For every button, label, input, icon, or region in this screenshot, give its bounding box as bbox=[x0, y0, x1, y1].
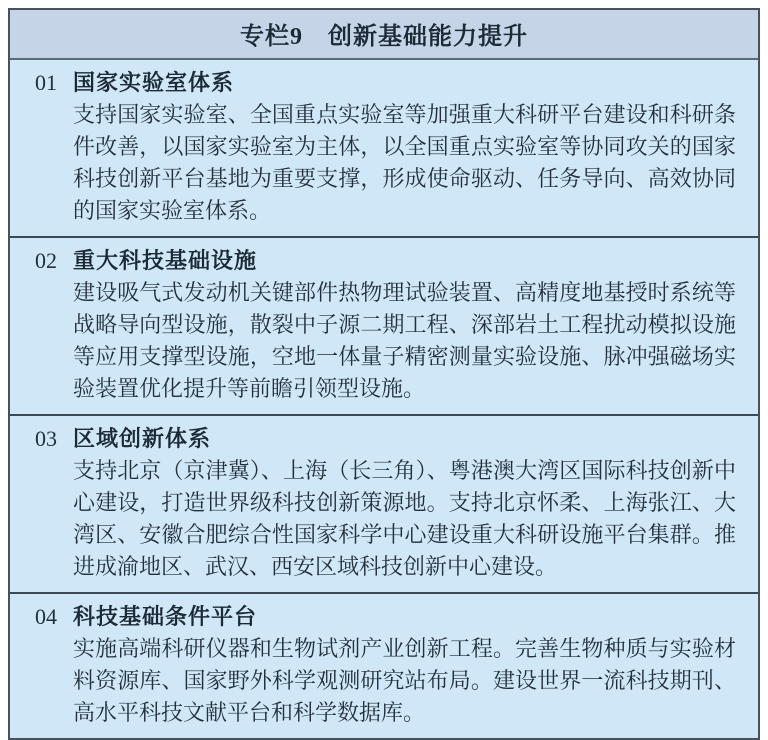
section-title: 区域创新体系 bbox=[73, 426, 212, 451]
section-number: 02 bbox=[35, 248, 57, 273]
section-number: 04 bbox=[35, 604, 57, 629]
section-title-row bbox=[24, 67, 736, 99]
section-title: 重大科技基础设施 bbox=[73, 248, 258, 273]
section-title: 科技基础条件平台 bbox=[73, 604, 258, 629]
section-national-laboratory-system bbox=[10, 60, 758, 238]
section-major-sci-tech-infrastructure bbox=[10, 238, 758, 416]
section-sci-tech-basic-condition-platform bbox=[10, 594, 758, 738]
section-title-row bbox=[24, 245, 736, 277]
section-body-text: 实施高端科研仪器和生物试剂产业创新工程。完善生物种质与实验材料资源库、国家野外科学观测研究站布局。建设世界一流科技期刊、高水平科技文献平台和科学数据库。 bbox=[73, 636, 736, 725]
section-number: 01 bbox=[35, 70, 57, 95]
section-body-text: 支持国家实验室、全国重点实验室等加强重大科研平台建设和科研条件改善，以国家实验室为主体，以全国重点实验室等协同攻关的国家科技创新平台基地为重要支撑，形成使命驱动、任务导向、高效协同的国家实验室体系。 bbox=[73, 102, 736, 223]
section-body-text: 建设吸气式发动机关键部件热物理试验装置、高精度地基授时系统等战略导向型设施，散裂中子源二期工程、深部岩土工程扰动模拟设施等应用支撑型设施，空地一体量子精密测量实验设施、脉冲强磁场实验装置优化提升等前瞻引领型设施。 bbox=[73, 280, 736, 401]
panel-header bbox=[10, 10, 758, 60]
section-title-row bbox=[24, 423, 736, 455]
section-title-row bbox=[24, 601, 736, 633]
section-title: 国家实验室体系 bbox=[73, 70, 235, 95]
infobox-panel bbox=[8, 8, 760, 740]
section-body-text: 支持北京（京津冀）、上海（长三角）、粤港澳大湾区国际科技创新中心建设，打造世界级科技创新策源地。支持北京怀柔、上海张江、大湾区、安徽合肥综合性国家科学中心建设重大科研设施平台集群。推进成渝地区、武汉、西安区域科技创新中心建设。 bbox=[73, 458, 736, 579]
section-number: 03 bbox=[35, 426, 57, 451]
section-regional-innovation-system bbox=[10, 416, 758, 594]
panel-title: 专栏9 创新基础能力提升 bbox=[240, 24, 528, 50]
